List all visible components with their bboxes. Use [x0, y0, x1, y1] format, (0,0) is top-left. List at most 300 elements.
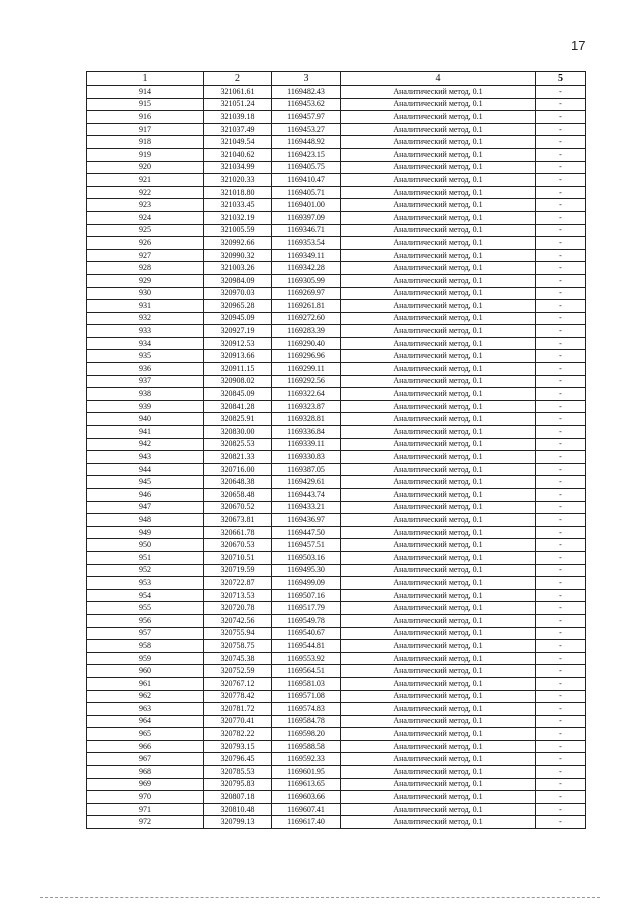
cell-y: 1169401.00	[272, 199, 341, 212]
cell-y: 1169296.96	[272, 350, 341, 363]
cell-x: 320722.87	[204, 577, 272, 590]
table-row	[87, 98, 586, 111]
cell-y: 1169330.83	[272, 451, 341, 464]
cell-point-number: 960	[87, 665, 204, 678]
cell-description: -	[536, 111, 586, 124]
cell-x: 320745.38	[204, 652, 272, 665]
table-row	[87, 526, 586, 539]
cell-x: 320825.53	[204, 438, 272, 451]
table-row	[87, 690, 586, 703]
cell-method: Аналитический метод, 0.1	[341, 211, 536, 224]
cell-x: 320720.78	[204, 602, 272, 615]
cell-method: Аналитический метод, 0.1	[341, 136, 536, 149]
cell-y: 1169453.27	[272, 123, 341, 136]
cell-y: 1169405.71	[272, 186, 341, 199]
cell-x: 320799.13	[204, 816, 272, 829]
cell-description: -	[536, 602, 586, 615]
table-row	[87, 86, 586, 99]
cell-description: -	[536, 614, 586, 627]
cell-x: 321003.26	[204, 262, 272, 275]
cell-method: Аналитический метод, 0.1	[341, 337, 536, 350]
cell-y: 1169571.08	[272, 690, 341, 703]
cell-x: 320911.15	[204, 363, 272, 376]
cell-method: Аналитический метод, 0.1	[341, 476, 536, 489]
cell-description: -	[536, 337, 586, 350]
cell-point-number: 951	[87, 551, 204, 564]
table-row	[87, 111, 586, 124]
table-row	[87, 728, 586, 741]
cell-method: Аналитический метод, 0.1	[341, 791, 536, 804]
cell-description: -	[536, 677, 586, 690]
cell-y: 1169453.62	[272, 98, 341, 111]
cell-method: Аналитический метод, 0.1	[341, 350, 536, 363]
cell-y: 1169499.09	[272, 577, 341, 590]
cell-x: 320810.48	[204, 803, 272, 816]
cell-y: 1169607.41	[272, 803, 341, 816]
cell-point-number: 918	[87, 136, 204, 149]
cell-method: Аналитический метод, 0.1	[341, 199, 536, 212]
cell-point-number: 919	[87, 148, 204, 161]
table-row	[87, 602, 586, 615]
cell-x: 320913.66	[204, 350, 272, 363]
cell-x: 320984.09	[204, 274, 272, 287]
table-row	[87, 287, 586, 300]
cell-y: 1169269.97	[272, 287, 341, 300]
cell-y: 1169443.74	[272, 489, 341, 502]
cell-point-number: 954	[87, 589, 204, 602]
table-row	[87, 740, 586, 753]
cell-description: -	[536, 463, 586, 476]
cell-y: 1169342.28	[272, 262, 341, 275]
cell-description: -	[536, 489, 586, 502]
cell-method: Аналитический метод, 0.1	[341, 627, 536, 640]
table-row	[87, 577, 586, 590]
cell-point-number: 933	[87, 325, 204, 338]
cell-x: 320825.91	[204, 413, 272, 426]
cell-point-number: 942	[87, 438, 204, 451]
cell-x: 320658.48	[204, 489, 272, 502]
cell-x: 321051.24	[204, 98, 272, 111]
cell-point-number: 932	[87, 312, 204, 325]
cell-method: Аналитический метод, 0.1	[341, 388, 536, 401]
cell-point-number: 958	[87, 640, 204, 653]
table-row	[87, 715, 586, 728]
cell-y: 1169429.61	[272, 476, 341, 489]
cell-point-number: 949	[87, 526, 204, 539]
cell-method: Аналитический метод, 0.1	[341, 816, 536, 829]
cell-x: 321032.19	[204, 211, 272, 224]
cell-x: 320912.53	[204, 337, 272, 350]
cell-x: 320719.59	[204, 564, 272, 577]
cell-description: -	[536, 816, 586, 829]
cell-point-number: 959	[87, 652, 204, 665]
table-row	[87, 274, 586, 287]
table-row	[87, 300, 586, 313]
cell-x: 320781.72	[204, 703, 272, 716]
cell-method: Аналитический метод, 0.1	[341, 753, 536, 766]
cell-point-number: 925	[87, 224, 204, 237]
cell-description: -	[536, 526, 586, 539]
cell-description: -	[536, 791, 586, 804]
cell-y: 1169601.95	[272, 766, 341, 779]
cell-x: 320713.53	[204, 589, 272, 602]
table-row	[87, 438, 586, 451]
cell-y: 1169564.51	[272, 665, 341, 678]
cell-description: -	[536, 640, 586, 653]
cell-description: -	[536, 753, 586, 766]
cell-point-number: 966	[87, 740, 204, 753]
table-row	[87, 413, 586, 426]
cell-point-number: 922	[87, 186, 204, 199]
cell-point-number: 924	[87, 211, 204, 224]
table-row	[87, 211, 586, 224]
cell-description: -	[536, 312, 586, 325]
cell-method: Аналитический метод, 0.1	[341, 426, 536, 439]
cell-method: Аналитический метод, 0.1	[341, 161, 536, 174]
cell-description: -	[536, 174, 586, 187]
cell-x: 320782.22	[204, 728, 272, 741]
cell-point-number: 962	[87, 690, 204, 703]
cell-x: 320845.09	[204, 388, 272, 401]
cell-point-number: 923	[87, 199, 204, 212]
cell-description: -	[536, 300, 586, 313]
cell-method: Аналитический метод, 0.1	[341, 577, 536, 590]
cell-y: 1169292.56	[272, 375, 341, 388]
cell-x: 320648.38	[204, 476, 272, 489]
cell-method: Аналитический метод, 0.1	[341, 501, 536, 514]
cell-x: 321037.49	[204, 123, 272, 136]
cell-description: -	[536, 325, 586, 338]
cell-y: 1169405.75	[272, 161, 341, 174]
cell-x: 320908.02	[204, 375, 272, 388]
cell-x: 320661.78	[204, 526, 272, 539]
cell-point-number: 946	[87, 489, 204, 502]
cell-point-number: 965	[87, 728, 204, 741]
cell-y: 1169553.92	[272, 652, 341, 665]
cell-x: 320710.51	[204, 551, 272, 564]
cell-method: Аналитический метод, 0.1	[341, 262, 536, 275]
table-row	[87, 489, 586, 502]
cell-description: -	[536, 363, 586, 376]
cell-point-number: 931	[87, 300, 204, 313]
header-method: 4	[341, 72, 536, 86]
cell-point-number: 970	[87, 791, 204, 804]
cell-method: Аналитический метод, 0.1	[341, 489, 536, 502]
header-point-number: 1	[87, 72, 204, 86]
cell-y: 1169457.97	[272, 111, 341, 124]
table-row	[87, 677, 586, 690]
cell-y: 1169433.21	[272, 501, 341, 514]
cell-point-number: 945	[87, 476, 204, 489]
table-row	[87, 199, 586, 212]
cell-point-number: 937	[87, 375, 204, 388]
cell-point-number: 930	[87, 287, 204, 300]
cell-y: 1169588.58	[272, 740, 341, 753]
cell-method: Аналитический метод, 0.1	[341, 766, 536, 779]
cell-x: 320990.32	[204, 249, 272, 262]
cell-point-number: 939	[87, 400, 204, 413]
table-row	[87, 388, 586, 401]
cell-method: Аналитический метод, 0.1	[341, 803, 536, 816]
coordinates-table	[86, 71, 586, 829]
table-row	[87, 665, 586, 678]
cell-method: Аналитический метод, 0.1	[341, 237, 536, 250]
cell-description: -	[536, 740, 586, 753]
table-row	[87, 778, 586, 791]
table-row	[87, 551, 586, 564]
cell-y: 1169272.60	[272, 312, 341, 325]
table-row	[87, 463, 586, 476]
cell-method: Аналитический метод, 0.1	[341, 86, 536, 99]
cell-method: Аналитический метод, 0.1	[341, 665, 536, 678]
table-row	[87, 136, 586, 149]
header-description: 5	[536, 72, 586, 86]
cell-description: -	[536, 665, 586, 678]
cell-y: 1169339.11	[272, 438, 341, 451]
cell-method: Аналитический метод, 0.1	[341, 186, 536, 199]
cell-point-number: 929	[87, 274, 204, 287]
cell-y: 1169328.81	[272, 413, 341, 426]
cell-x: 320716.00	[204, 463, 272, 476]
cell-method: Аналитический метод, 0.1	[341, 363, 536, 376]
table-row	[87, 652, 586, 665]
cell-y: 1169410.47	[272, 174, 341, 187]
cell-description: -	[536, 211, 586, 224]
table-row	[87, 703, 586, 716]
table-row	[87, 337, 586, 350]
cell-x: 320673.81	[204, 514, 272, 527]
cell-point-number: 921	[87, 174, 204, 187]
page-number: 17	[571, 38, 586, 53]
cell-y: 1169592.33	[272, 753, 341, 766]
cell-y: 1169436.97	[272, 514, 341, 527]
cell-method: Аналитический метод, 0.1	[341, 539, 536, 552]
cell-description: -	[536, 148, 586, 161]
table-row	[87, 262, 586, 275]
cell-point-number: 947	[87, 501, 204, 514]
cell-description: -	[536, 589, 586, 602]
cell-description: -	[536, 186, 586, 199]
cell-description: -	[536, 161, 586, 174]
cell-method: Аналитический метод, 0.1	[341, 602, 536, 615]
cell-point-number: 955	[87, 602, 204, 615]
cell-description: -	[536, 98, 586, 111]
cell-point-number: 927	[87, 249, 204, 262]
cell-method: Аналитический метод, 0.1	[341, 614, 536, 627]
cell-y: 1169617.40	[272, 816, 341, 829]
cell-description: -	[536, 715, 586, 728]
cell-point-number: 941	[87, 426, 204, 439]
cell-method: Аналитический метод, 0.1	[341, 111, 536, 124]
cell-y: 1169457.51	[272, 539, 341, 552]
cell-description: -	[536, 287, 586, 300]
cell-x: 320970.03	[204, 287, 272, 300]
cell-description: -	[536, 388, 586, 401]
cell-point-number: 961	[87, 677, 204, 690]
header-x: 2	[204, 72, 272, 86]
table-row	[87, 186, 586, 199]
cell-method: Аналитический метод, 0.1	[341, 740, 536, 753]
cell-point-number: 938	[87, 388, 204, 401]
cell-method: Аналитический метод, 0.1	[341, 728, 536, 741]
cell-x: 320965.28	[204, 300, 272, 313]
table-row	[87, 312, 586, 325]
cell-point-number: 917	[87, 123, 204, 136]
cell-point-number: 936	[87, 363, 204, 376]
cell-point-number: 972	[87, 816, 204, 829]
table-row	[87, 753, 586, 766]
cell-x: 321040.62	[204, 148, 272, 161]
cell-description: -	[536, 803, 586, 816]
cell-y: 1169299.11	[272, 363, 341, 376]
cell-method: Аналитический метод, 0.1	[341, 564, 536, 577]
cell-method: Аналитический метод, 0.1	[341, 690, 536, 703]
cell-x: 320742.56	[204, 614, 272, 627]
cell-method: Аналитический метод, 0.1	[341, 224, 536, 237]
table-row	[87, 451, 586, 464]
cell-description: -	[536, 237, 586, 250]
cell-y: 1169447.50	[272, 526, 341, 539]
cell-y: 1169305.99	[272, 274, 341, 287]
cell-method: Аналитический метод, 0.1	[341, 589, 536, 602]
cell-y: 1169598.20	[272, 728, 341, 741]
cell-y: 1169495.30	[272, 564, 341, 577]
cell-point-number: 926	[87, 237, 204, 250]
cell-method: Аналитический метод, 0.1	[341, 703, 536, 716]
cell-point-number: 967	[87, 753, 204, 766]
cell-description: -	[536, 501, 586, 514]
table-row	[87, 350, 586, 363]
cell-point-number: 956	[87, 614, 204, 627]
cell-point-number: 944	[87, 463, 204, 476]
table-row	[87, 514, 586, 527]
cell-y: 1169387.05	[272, 463, 341, 476]
cell-y: 1169603.66	[272, 791, 341, 804]
table-row	[87, 375, 586, 388]
table-header-row	[87, 72, 586, 86]
cell-x: 320841.28	[204, 400, 272, 413]
cell-description: -	[536, 476, 586, 489]
cell-method: Аналитический метод, 0.1	[341, 413, 536, 426]
cell-point-number: 964	[87, 715, 204, 728]
table-row	[87, 237, 586, 250]
cell-y: 1169423.15	[272, 148, 341, 161]
cell-method: Аналитический метод, 0.1	[341, 514, 536, 527]
cell-method: Аналитический метод, 0.1	[341, 312, 536, 325]
cell-x: 320752.59	[204, 665, 272, 678]
cell-description: -	[536, 262, 586, 275]
table-row	[87, 539, 586, 552]
cell-y: 1169584.78	[272, 715, 341, 728]
cell-description: -	[536, 86, 586, 99]
cell-x: 320992.66	[204, 237, 272, 250]
cell-description: -	[536, 274, 586, 287]
table-row	[87, 249, 586, 262]
table-row	[87, 627, 586, 640]
cell-description: -	[536, 564, 586, 577]
cell-x: 320770.41	[204, 715, 272, 728]
cell-method: Аналитический метод, 0.1	[341, 325, 536, 338]
cell-method: Аналитический метод, 0.1	[341, 123, 536, 136]
cell-description: -	[536, 577, 586, 590]
cell-point-number: 952	[87, 564, 204, 577]
cell-y: 1169549.78	[272, 614, 341, 627]
cell-description: -	[536, 123, 586, 136]
cell-method: Аналитический метод, 0.1	[341, 551, 536, 564]
table-row	[87, 148, 586, 161]
cell-x: 321018.80	[204, 186, 272, 199]
cell-x: 320796.45	[204, 753, 272, 766]
cell-description: -	[536, 350, 586, 363]
cell-description: -	[536, 375, 586, 388]
cell-y: 1169261.81	[272, 300, 341, 313]
table-body	[87, 86, 586, 829]
cell-y: 1169353.54	[272, 237, 341, 250]
cell-description: -	[536, 728, 586, 741]
cell-point-number: 914	[87, 86, 204, 99]
table-row	[87, 564, 586, 577]
cell-description: -	[536, 249, 586, 262]
table-row	[87, 816, 586, 829]
cell-y: 1169613.65	[272, 778, 341, 791]
cell-x: 321005.59	[204, 224, 272, 237]
cell-x: 321039.18	[204, 111, 272, 124]
cell-description: -	[536, 627, 586, 640]
cell-x: 321049.54	[204, 136, 272, 149]
cell-point-number: 935	[87, 350, 204, 363]
cell-x: 321033.45	[204, 199, 272, 212]
cell-y: 1169336.84	[272, 426, 341, 439]
cell-y: 1169503.16	[272, 551, 341, 564]
cell-method: Аналитический метод, 0.1	[341, 174, 536, 187]
cell-point-number: 920	[87, 161, 204, 174]
cell-y: 1169346.71	[272, 224, 341, 237]
cell-x: 320795.83	[204, 778, 272, 791]
cell-method: Аналитический метод, 0.1	[341, 274, 536, 287]
cell-y: 1169323.87	[272, 400, 341, 413]
table-row	[87, 614, 586, 627]
cell-y: 1169322.64	[272, 388, 341, 401]
cell-point-number: 957	[87, 627, 204, 640]
table-row	[87, 224, 586, 237]
cell-y: 1169507.16	[272, 589, 341, 602]
cell-method: Аналитический метод, 0.1	[341, 451, 536, 464]
cell-description: -	[536, 438, 586, 451]
cell-point-number: 916	[87, 111, 204, 124]
cell-description: -	[536, 703, 586, 716]
table-row	[87, 766, 586, 779]
cell-y: 1169581.03	[272, 677, 341, 690]
bottom-divider	[40, 897, 600, 898]
cell-y: 1169540.67	[272, 627, 341, 640]
cell-y: 1169290.40	[272, 337, 341, 350]
table-row	[87, 476, 586, 489]
cell-y: 1169349.11	[272, 249, 341, 262]
cell-method: Аналитический метод, 0.1	[341, 400, 536, 413]
cell-point-number: 915	[87, 98, 204, 111]
cell-description: -	[536, 766, 586, 779]
cell-x: 320821.33	[204, 451, 272, 464]
cell-y: 1169283.39	[272, 325, 341, 338]
cell-description: -	[536, 652, 586, 665]
cell-method: Аналитический метод, 0.1	[341, 438, 536, 451]
cell-point-number: 948	[87, 514, 204, 527]
table-row	[87, 174, 586, 187]
cell-description: -	[536, 199, 586, 212]
cell-x: 320830.00	[204, 426, 272, 439]
cell-point-number: 934	[87, 337, 204, 350]
table-row	[87, 791, 586, 804]
